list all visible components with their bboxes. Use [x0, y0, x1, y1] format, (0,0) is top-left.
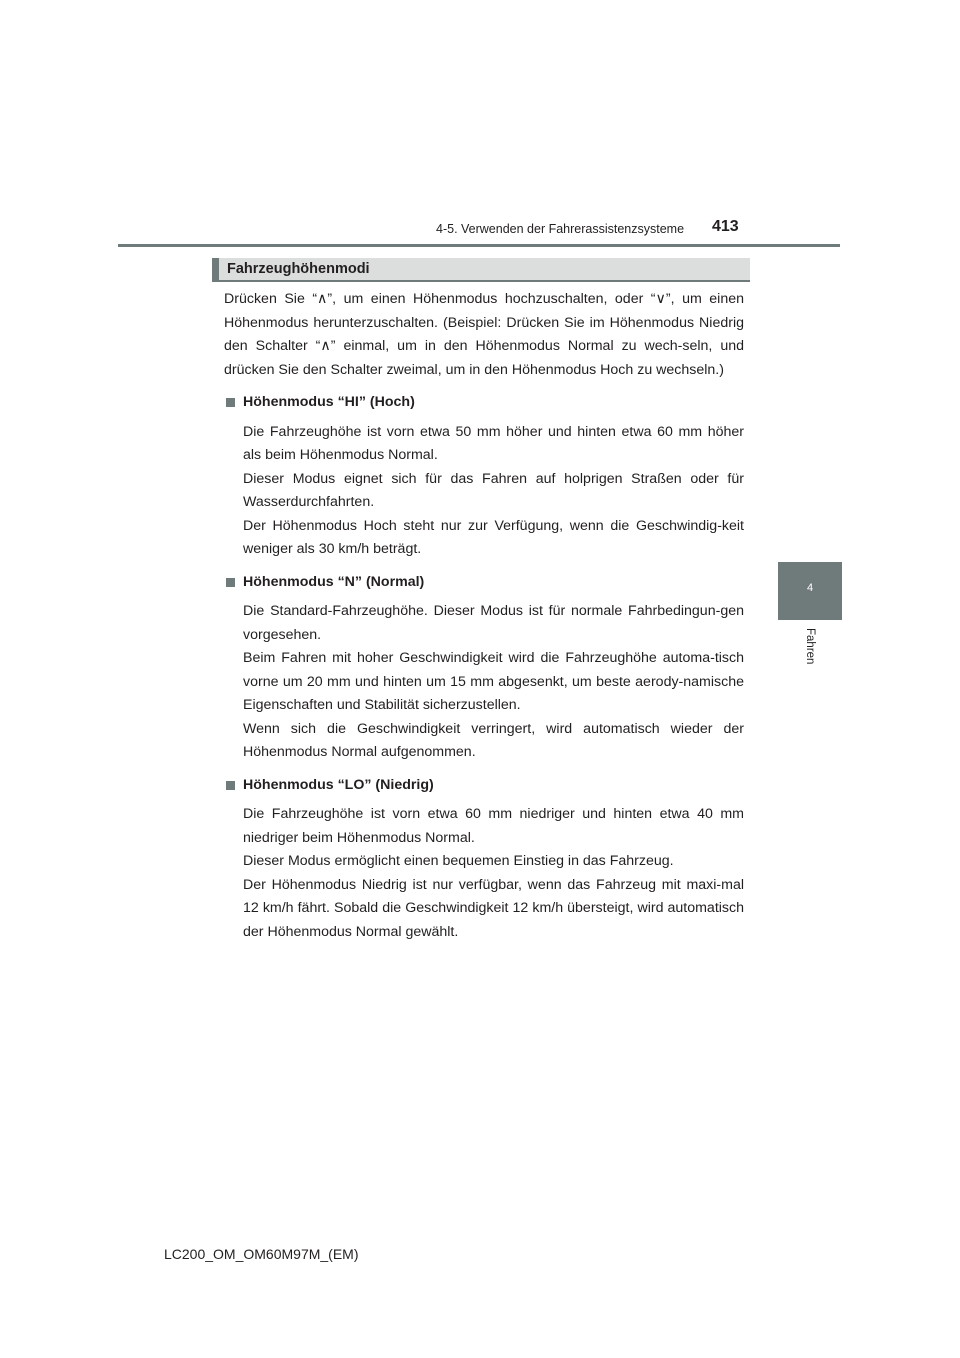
- mode-n-line-2: Beim Fahren mit hoher Geschwindigkeit wird die Fahrzeughöhe automa-tisch vorne um 20 mm und hinten um 15 mm abgesenkt, um beste aerody-namische Eigenschaften und Stabilität sicherzustellen.: [243, 650, 744, 713]
- intro-paragraph: [224, 288, 744, 382]
- page-number: 413: [712, 218, 739, 235]
- mode-hi-title: [224, 391, 744, 415]
- mode-lo-description: [224, 803, 744, 944]
- header-rule: [118, 244, 840, 247]
- mode-lo: [224, 774, 744, 945]
- mode-hi-description: [224, 421, 744, 562]
- section-heading-title: Fahrzeughöhenmodi: [227, 261, 370, 277]
- mode-hi-title-text: Höhenmodus “HI” (Hoch): [243, 394, 415, 410]
- mode-lo-title-text: Höhenmodus “LO” (Niedrig): [243, 776, 434, 793]
- chapter-tab: [778, 562, 842, 620]
- mode-hi: [224, 391, 744, 562]
- mode-lo-line-2: Dieser Modus ermöglicht einen bequemen Einstieg in das Fahrzeug.: [243, 853, 674, 869]
- mode-n-line-3: Wenn sich die Geschwindigkeit verringert, wird automatisch wieder der Höhenmodus Normal aufgenommen.: [243, 720, 744, 760]
- chapter-tab-label-text: Fahren: [804, 628, 816, 665]
- chapter-tab-number: 4: [806, 582, 814, 594]
- header-section-title: 4-5. Verwenden der Fahrerassistenzsysteme: [436, 222, 685, 236]
- bullet-square-icon: [226, 578, 235, 587]
- bullet-square-icon: [226, 398, 235, 407]
- intro-text: Drücken Sie “∧”, um einen Höhenmodus hochzuschalten, oder “∨”, um einen Höhenmodus herunterzuschalten. (Beispiel: Drücken Sie im Höhenmodus Niedrig den Schalter “∧” einmal, um in den Höhenmodus Normal zu wech-seln, und drücken Sie den Schalter zweimal, um in den Höhenmodus Hoch zu wechseln.): [224, 291, 744, 378]
- mode-hi-line-2: Dieser Modus eignet sich für das Fahren auf holprigen Straßen oder für Wasserdurchfahrten.: [243, 470, 744, 510]
- chapter-tab-label: [788, 628, 832, 688]
- footer-document-code: LC200_OM_OM60M97M_(EM): [164, 1246, 359, 1262]
- section-heading: [212, 258, 750, 282]
- mode-lo-line-1: Die Fahrzeughöhe ist vorn etwa 60 mm niedriger und hinten etwa 40 mm niedriger beim Höhenmodus Normal.: [243, 806, 744, 846]
- mode-n-line-1: Die Standard-Fahrzeughöhe. Dieser Modus ist für normale Fahrbedingun-gen vorgesehen.: [243, 603, 744, 643]
- mode-lo-title: [224, 774, 744, 798]
- mode-n: [224, 571, 744, 765]
- bullet-square-icon: [226, 781, 235, 790]
- mode-n-title-text: Höhenmodus “N” (Normal): [243, 573, 425, 590]
- mode-hi-line-3: Der Höhenmodus Hoch steht nur zur Verfügung, wenn die Geschwindig-keit weniger als 30 km/h beträgt.: [243, 517, 744, 557]
- mode-lo-line-3: Der Höhenmodus Niedrig ist nur verfügbar, wenn das Fahrzeug mit maxi-mal 12 km/h fährt. Sobald die Geschwindigkeit 12 km/h übersteigt, wird automatisch der Höhenmodus Normal gewählt.: [243, 876, 744, 940]
- mode-hi-line-1: Die Fahrzeughöhe ist vorn etwa 50 mm höher und hinten etwa 60 mm höher als beim Höhenmodus Normal.: [243, 423, 744, 463]
- body-text: [224, 288, 744, 944]
- mode-n-description: [224, 600, 744, 765]
- mode-n-title: [224, 571, 744, 595]
